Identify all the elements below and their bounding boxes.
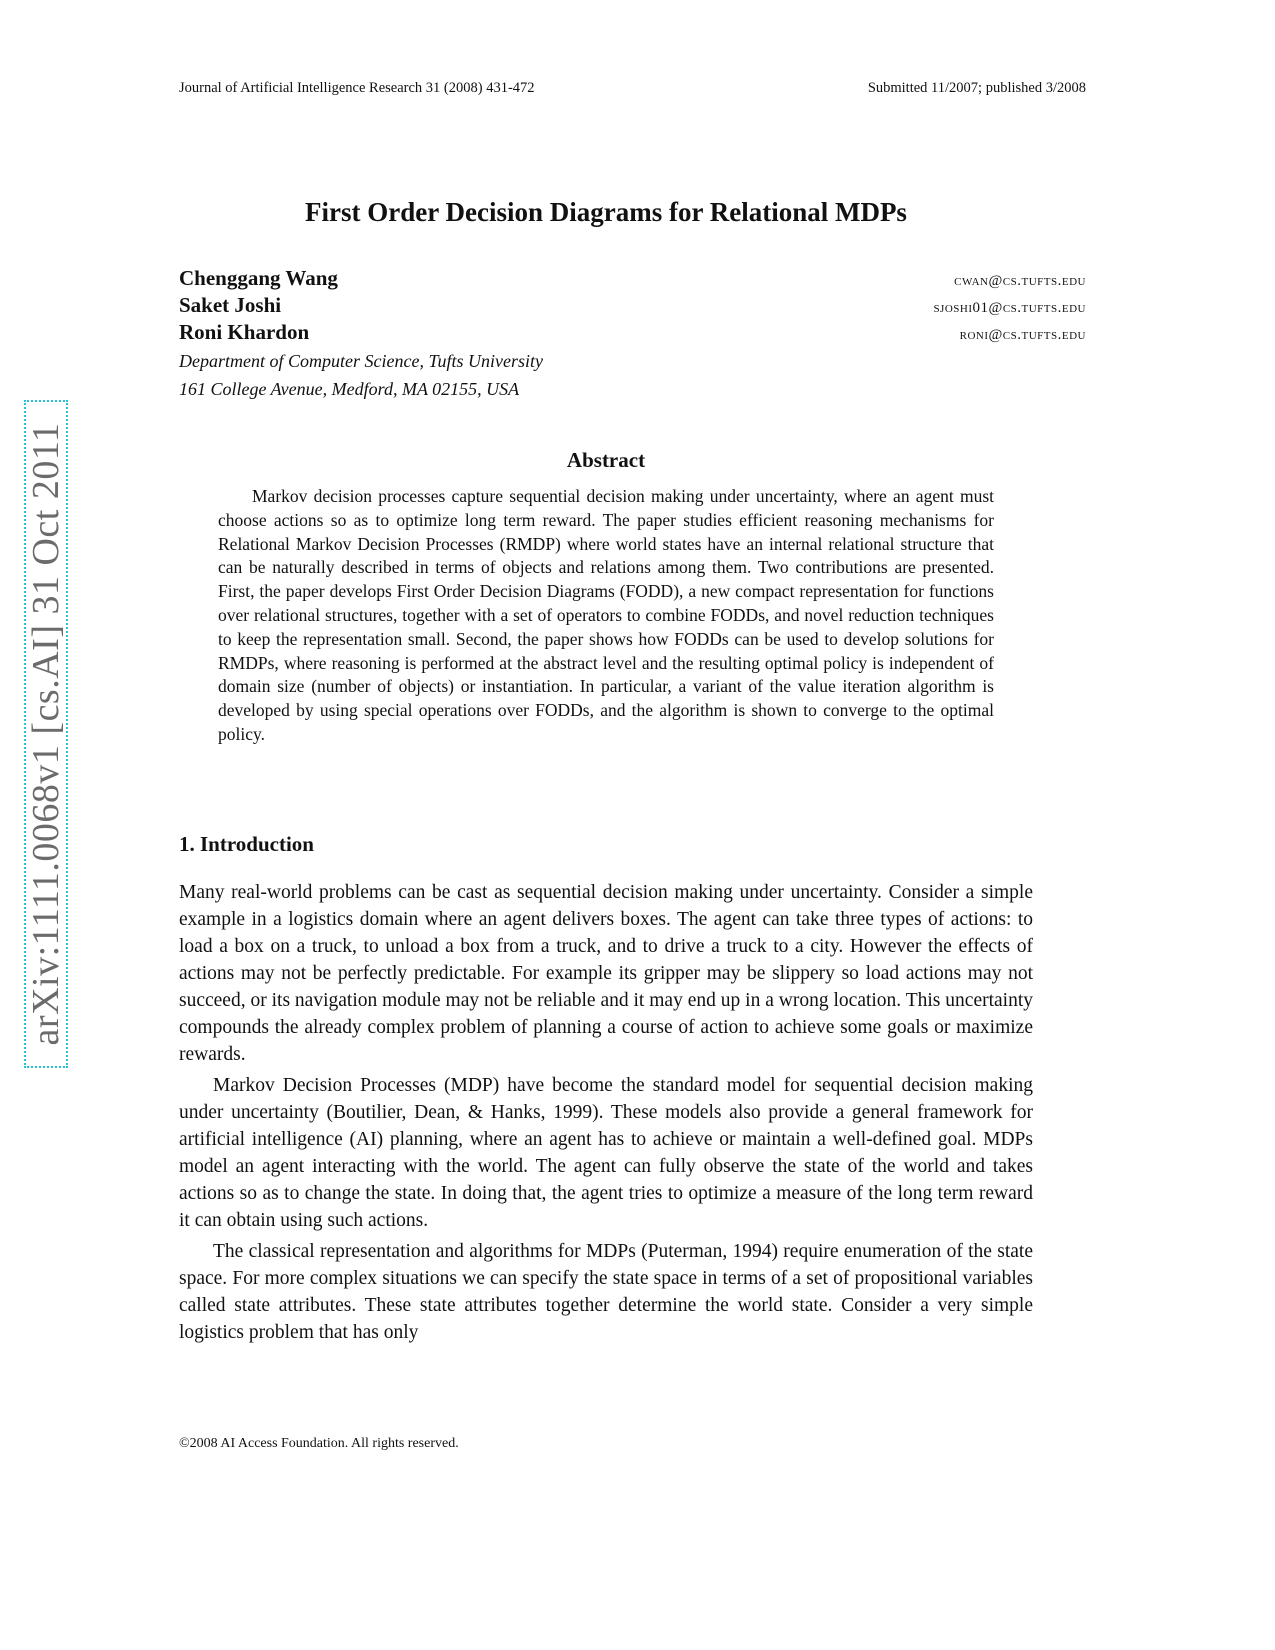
paragraph: The classical representation and algorithms for MDPs (Puterman, 1994) require enumeration of the state space. For more complex situations we can specify the state space in terms of a set of propositional variables called state attributes. These state attributes together determine the world state. Consider a very simple logistics problem that has only: [179, 1241, 1033, 1343]
journal-header: Journal of Artificial Intelligence Research 31 (2008) 431-472: [179, 80, 535, 96]
author-email[interactable]: sjoshi01@cs.tufts.edu: [933, 300, 1086, 316]
author-block: [179, 266, 1086, 403]
introduction-body: [179, 879, 1033, 1350]
copyright-footer: ©2008 AI Access Foundation. All rights reserved.: [179, 1436, 459, 1451]
author-row: [179, 293, 1086, 320]
paragraph: Markov Decision Processes (MDP) have become the standard model for sequential decision making under uncertainty (Boutilier, Dean, & Hanks, 1999). These models also provide a general framework for artificial intelligence (AI) planning, where an agent has to achieve or maintain a well-defined goal. MDPs model an agent interacting with the world. The agent can fully observe the state of the world and takes actions so as to change the state. In doing that, the agent tries to optimize a measure of the long term reward it can obtain using such actions.: [179, 1075, 1033, 1231]
arxiv-stamp[interactable]: [24, 400, 68, 1068]
abstract-heading: Abstract: [566, 448, 646, 472]
author-name: Roni Khardon: [179, 320, 310, 344]
section-heading-introduction: 1. Introduction: [179, 832, 314, 856]
author-name: Chenggang Wang: [179, 266, 338, 290]
author-row: [179, 266, 1086, 293]
author-row: [179, 320, 1086, 347]
submission-dates: Submitted 11/2007; published 3/2008: [867, 80, 1086, 96]
affiliation-address: 161 College Avenue, Medford, MA 02155, USA: [179, 379, 520, 399]
paragraph: Many real-world problems can be cast as sequential decision making under uncertainty. Consider a simple example in a logistics domain where an agent delivers boxes. The agent can take three types of actions: to load a box on a truck, to unload a box from a truck, and to drive a truck to a city. However the effects of actions may not be perfectly predictable. For example its gripper may be slippery so load actions may not succeed, or its navigation module may not be reliable and it may end up in a wrong location. This uncertainty compounds the already complex problem of planning a course of action to achieve some goals or maximize rewards.: [179, 882, 1033, 1065]
paper-title: First Order Decision Diagrams for Relational MDPs: [305, 197, 907, 227]
author-email[interactable]: cwan@cs.tufts.edu: [954, 273, 1086, 289]
author-name: Saket Joshi: [179, 293, 282, 317]
affiliation-department: Department of Computer Science, Tufts University: [179, 351, 543, 371]
arxiv-identifier: arXiv:1111.0068v1 [cs.AI] 31 Oct 2011: [25, 422, 67, 1046]
abstract-text: Markov decision processes capture sequential decision making under uncertainty, where an agent must choose actions so as to optimize long term reward. The paper studies efficient reasoning mechanisms for Relational Markov Decision Processes (RMDP) where world states have an internal relational structure that can be naturally described in terms of objects and relations among them. Two contributions are presented. First, the paper develops First Order Decision Diagrams (FODD), a new compact representation for functions over relational structures, together with a set of operators to combine FODDs, and novel reduction techniques to keep the representation small. Second, the paper shows how FODDs can be used to develop solutions for RMDPs, where reasoning is performed at the abstract level and the resulting optimal policy is independent of domain size (number of objects) or instantiation. In particular, a variant of the value iteration algorithm is developed by using special operations over FODDs, and the algorithm is shown to converge to the optimal policy.: [218, 486, 994, 744]
author-email[interactable]: roni@cs.tufts.edu: [959, 327, 1086, 343]
